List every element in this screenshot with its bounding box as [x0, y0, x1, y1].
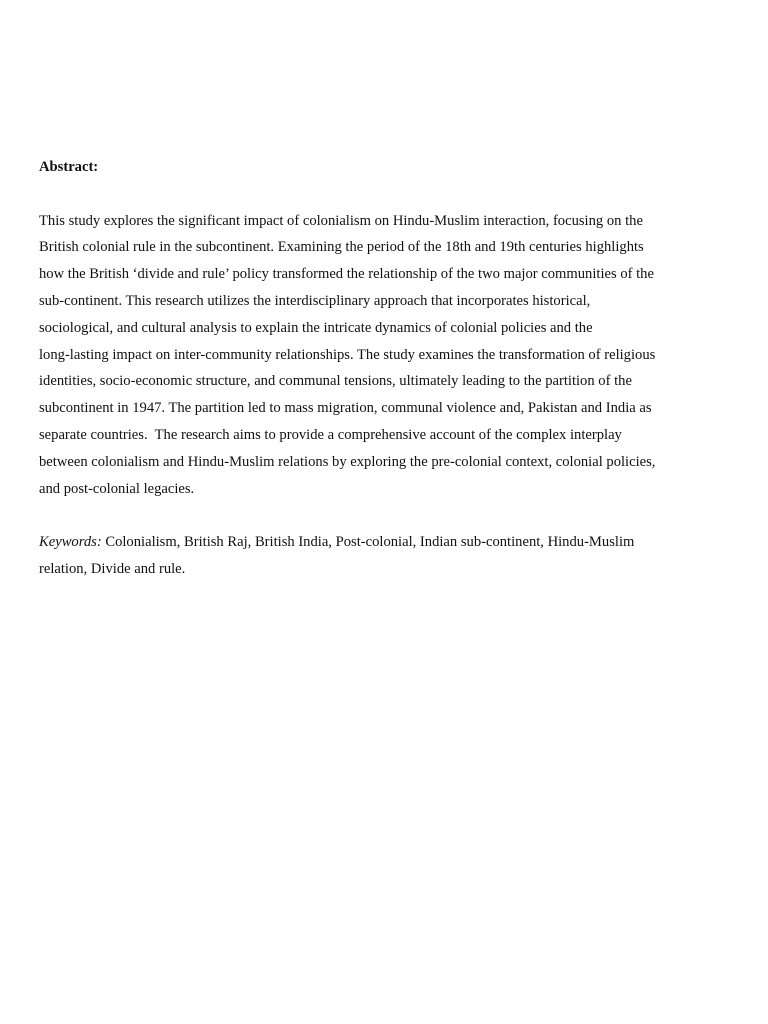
keywords-line-continued: relation, Divide and rule. [39, 560, 186, 577]
keywords-text: Colonialism, British Raj, British India, Post-colonial, Indian sub-continent, Hindu-Muslim [101, 534, 635, 551]
abstract-line: identities, socio-economic structure, and communal tensions, ultimately leading to the partition of the [39, 373, 632, 390]
abstract-line: and post-colonial legacies. [39, 480, 195, 497]
abstract-heading: Abstract: [39, 159, 99, 175]
abstract-section [39, 154, 689, 583]
keywords-section [39, 529, 689, 583]
abstract-line: British colonial rule in the subcontinent. Examining the period of the 18th and 19th centuries highlights [39, 239, 644, 256]
abstract-line: between colonialism and Hindu-Muslim relations by exploring the pre-colonial context, colonial policies, [39, 453, 656, 470]
keywords-label: Keywords: [39, 534, 102, 551]
abstract-line: long-lasting impact on inter-community relationships. The study examines the transformation of religious [39, 346, 656, 363]
keywords-line [39, 529, 689, 556]
abstract-line: sociological, and cultural analysis to explain the intricate dynamics of colonial policies and the [39, 319, 593, 336]
abstract-line: separate countries. The research aims to provide a comprehensive account of the complex interplay [39, 426, 622, 443]
abstract-line: subcontinent in 1947. The partition led to mass migration, communal violence and, Pakistan and India as [39, 400, 652, 417]
abstract-body [39, 208, 689, 503]
abstract-line: sub-continent. This research utilizes the interdisciplinary approach that incorporates historical, [39, 292, 591, 309]
abstract-line: how the British ‘divide and rule’ policy transformed the relationship of the two major communities of the [39, 266, 654, 283]
abstract-line: This study explores the significant impact of colonialism on Hindu-Muslim interaction, focusing on the [39, 212, 643, 229]
